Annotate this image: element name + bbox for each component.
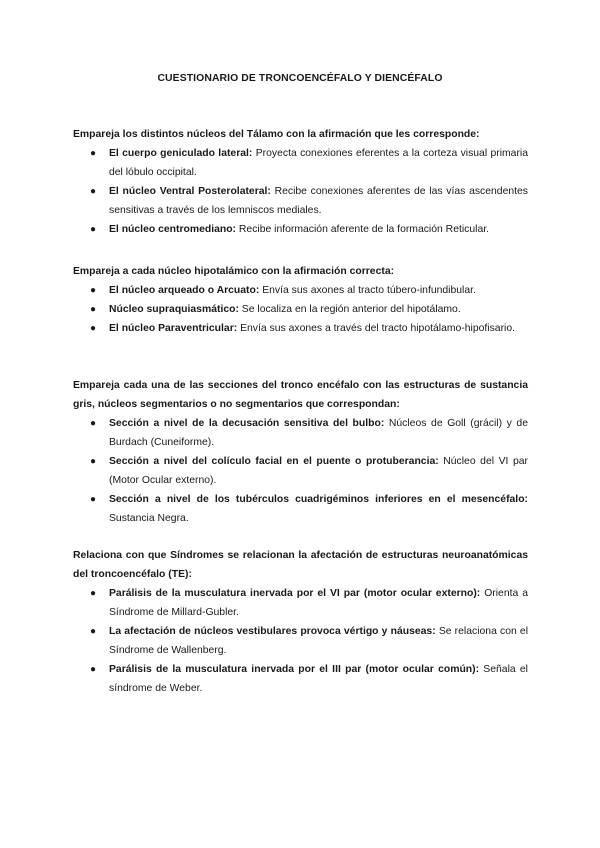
document-title: CUESTIONARIO DE TRONCOENCÉFALO Y DIENCÉFALO <box>157 73 443 84</box>
bullet-icon: ● <box>90 148 97 159</box>
section-hypothalamus <box>73 262 528 338</box>
list-item <box>73 490 528 528</box>
list-item <box>73 319 528 338</box>
bullet-icon: ● <box>90 186 97 197</box>
item-text: Envía sus axones a través del tracto hipotálamo-hipofisario. <box>237 323 516 334</box>
item-list <box>73 584 528 698</box>
item-term: El cuerpo geniculado lateral: <box>109 148 253 159</box>
section-heading: Empareja cada una de las secciones del tronco encéfalo con las estructuras de sustancia gris, núcleos segmentarios o no segmentarios que correspondan: <box>73 380 528 410</box>
section-thalamus <box>73 125 528 239</box>
bullet-icon: ● <box>90 456 97 467</box>
bullet-icon: ● <box>90 224 97 235</box>
item-term: El núcleo Paraventricular: <box>109 323 238 334</box>
item-term: Parálisis de la musculatura inervada por el III par (motor ocular común): <box>109 664 480 675</box>
list-item <box>73 452 528 490</box>
item-text: Recibe información aferente de la formación Reticular. <box>236 224 489 235</box>
bullet-icon: ● <box>90 418 97 429</box>
item-list <box>73 281 528 338</box>
list-item <box>73 414 528 452</box>
item-text: Señala el síndrome de Weber. <box>109 664 528 694</box>
item-term: Núcleo supraquiasmático: <box>109 304 239 315</box>
bullet-icon: ● <box>90 626 97 637</box>
item-text: Orienta a Síndrome de Millard-Gubler. <box>109 588 528 618</box>
item-text: Recibe conexiones aferentes de las vías ascendentes sensitivas a través de los lemniscos mediales. <box>109 186 528 216</box>
item-text: Sustancia Negra. <box>109 513 189 524</box>
list-item <box>73 182 528 220</box>
item-list <box>73 414 528 528</box>
item-text: Proyecta conexiones eferentes a la corteza visual primaria del lóbulo occipital. <box>109 148 528 178</box>
section-heading: Empareja a cada núcleo hipotalámico con la afirmación correcta: <box>73 266 395 277</box>
item-text: Se localiza en la región anterior del hipotálamo. <box>238 304 461 315</box>
section-heading: Relaciona con que Síndromes se relacionan la afectación de estructuras neuroanatómicas del troncoencéfalo (TE): <box>73 550 528 580</box>
item-list <box>73 144 528 239</box>
item-term: Sección a nivel del colículo facial en el puente o protuberancia: <box>109 456 439 467</box>
list-item <box>73 281 528 300</box>
bullet-icon: ● <box>90 304 97 315</box>
bullet-icon: ● <box>90 323 97 334</box>
bullet-icon: ● <box>90 588 97 599</box>
list-item <box>73 584 528 622</box>
section-brainstem-sections <box>73 376 528 528</box>
item-term: La afectación de núcleos vestibulares provoca vértigo y náuseas: <box>109 626 436 637</box>
section-syndromes <box>73 546 528 698</box>
list-item <box>73 144 528 182</box>
item-term: El núcleo arqueado o Arcuato: <box>109 285 260 296</box>
bullet-icon: ● <box>90 494 97 505</box>
list-item <box>73 220 528 239</box>
list-item <box>73 300 528 319</box>
item-term: El núcleo centromediano: <box>109 224 237 235</box>
item-text: Núcleos de Goll (grácil) y de Burdach (Cuneiforme). <box>109 418 528 448</box>
item-term: Sección a nivel de la decusación sensitiva del bulbo: <box>109 418 385 429</box>
bullet-icon: ● <box>90 664 97 675</box>
item-term: Parálisis de la musculatura inervada por el VI par (motor ocular externo): <box>109 588 481 599</box>
item-text: Se relaciona con el Síndrome de Wallenberg. <box>109 626 528 656</box>
item-term: El núcleo Ventral Posterolateral: <box>109 186 271 197</box>
list-item <box>73 622 528 660</box>
list-item <box>73 660 528 698</box>
section-heading: Empareja los distintos núcleos del Tálamo con la afirmación que les corresponde: <box>73 129 480 140</box>
bullet-icon: ● <box>90 285 97 296</box>
item-text: Núcleo del VI par (Motor Ocular externo). <box>109 456 528 486</box>
item-text: Envía sus axones al tracto túbero-infundibular. <box>259 285 476 296</box>
item-term: Sección a nivel de los tubérculos cuadrigéminos inferiores en el mesencéfalo: <box>109 494 528 505</box>
